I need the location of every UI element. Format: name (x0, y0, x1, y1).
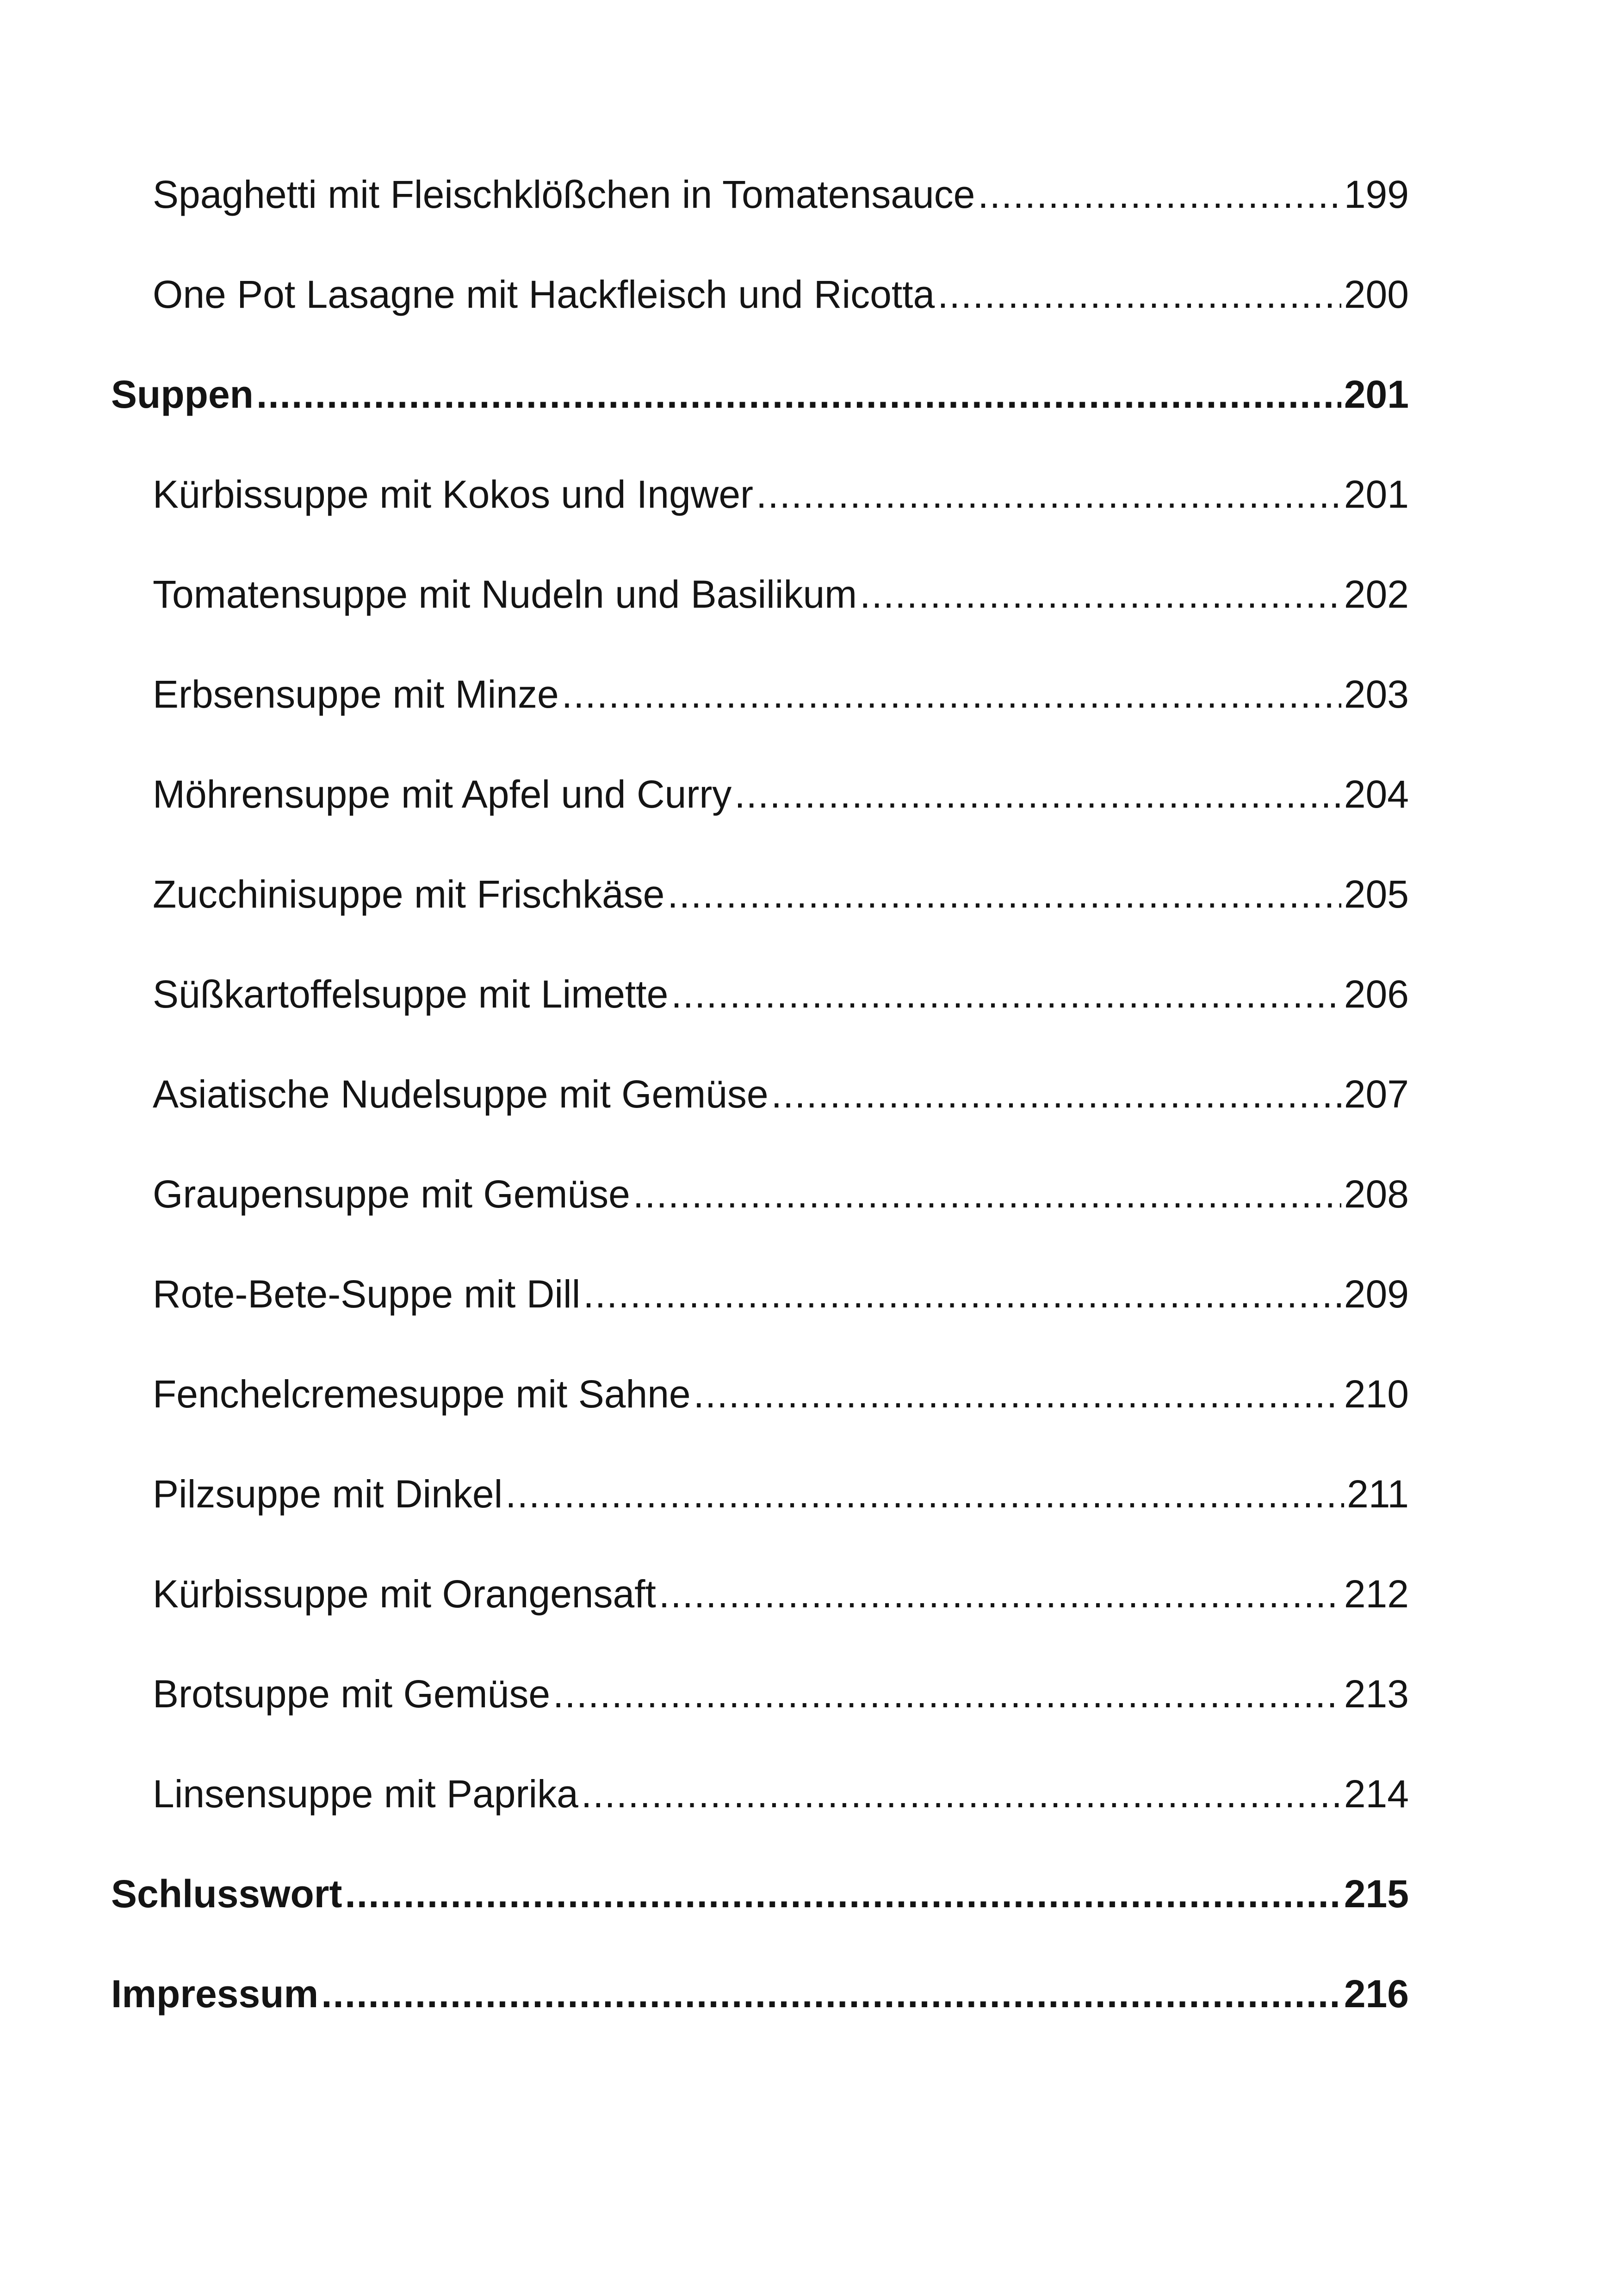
dot-leader (734, 766, 1341, 822)
toc-entry[interactable] (153, 1666, 1409, 1722)
toc-entry-title: One Pot Lasagne mit Hackfleisch und Ricotta (153, 273, 935, 316)
dot-leader (633, 1166, 1341, 1222)
toc-entry-title: Pilzsuppe mit Dinkel (153, 1472, 503, 1516)
toc-entry-page: 208 (1344, 1172, 1409, 1216)
toc-entry-page: 206 (1344, 972, 1409, 1016)
toc-entry-title: Rote-Bete-Suppe mit Dill (153, 1272, 581, 1316)
dot-leader (583, 1266, 1341, 1322)
toc-entry-page: 212 (1344, 1572, 1409, 1616)
toc-entry-title: Asiatische Nudelsuppe mit Gemüse (153, 1072, 769, 1116)
dot-leader (345, 1866, 1341, 1922)
toc-entry-page: 211 (1347, 1472, 1409, 1516)
toc-entry[interactable] (153, 666, 1409, 722)
toc-entry[interactable] (153, 1766, 1409, 1822)
dot-leader (694, 1366, 1341, 1422)
toc-entry-title: Spaghetti mit Fleischklößchen in Tomatensauce (153, 173, 975, 216)
toc-entry-title: Erbsensuppe mit Minze (153, 672, 559, 716)
dot-leader (667, 866, 1341, 922)
toc-entry-title: Süßkartoffelsuppe mit Limette (153, 972, 669, 1016)
toc-entry-title: Kürbissuppe mit Orangensaft (153, 1572, 656, 1616)
toc-entry[interactable] (153, 1366, 1409, 1422)
toc-entry-page: 209 (1344, 1272, 1409, 1316)
toc-entry-title: Tomatensuppe mit Nudeln und Basilikum (153, 572, 857, 616)
toc-entry-page: 210 (1344, 1372, 1409, 1416)
toc-chapter-title: Schlusswort (111, 1872, 342, 1916)
dot-leader (659, 1566, 1341, 1622)
toc-entry-title: Fenchelcremesuppe mit Sahne (153, 1372, 691, 1416)
toc-entry-page: 205 (1344, 872, 1409, 916)
toc-entry[interactable] (153, 1166, 1409, 1222)
toc-chapter-entry[interactable] (111, 1866, 1409, 1922)
toc-chapter-title: Impressum (111, 1972, 319, 2016)
toc-chapter-page: 216 (1344, 1972, 1409, 2016)
toc-chapter-page: 201 (1344, 373, 1409, 416)
toc-chapter-entry[interactable] (111, 367, 1409, 422)
toc-entry-page: 203 (1344, 672, 1409, 716)
dot-leader (771, 1066, 1341, 1122)
toc-entry-page: 201 (1344, 473, 1409, 516)
dot-leader (256, 367, 1341, 422)
toc-entry-title: Kürbissuppe mit Kokos und Ingwer (153, 473, 754, 516)
dot-leader (505, 1466, 1344, 1522)
toc-entry[interactable] (153, 1066, 1409, 1122)
toc-entry-title: Linsensuppe mit Paprika (153, 1772, 578, 1816)
toc-chapter-entry[interactable] (111, 1966, 1409, 2022)
toc-entry[interactable] (153, 766, 1409, 822)
toc-entry[interactable] (153, 866, 1409, 922)
dot-leader (860, 566, 1341, 622)
toc-entry-page: 207 (1344, 1072, 1409, 1116)
toc-entry[interactable] (153, 467, 1409, 522)
toc-entry[interactable] (153, 566, 1409, 622)
toc-entry-page: 202 (1344, 572, 1409, 616)
toc-entry-title: Zucchinisuppe mit Frischkäse (153, 872, 665, 916)
dot-leader (756, 467, 1341, 522)
toc-entry-page: 204 (1344, 772, 1409, 816)
toc-entry-page: 213 (1344, 1672, 1409, 1716)
toc-entry-page: 199 (1344, 173, 1409, 216)
toc-entry[interactable] (153, 167, 1409, 222)
dot-leader (553, 1666, 1341, 1722)
toc-entry-title: Graupensuppe mit Gemüse (153, 1172, 630, 1216)
dot-leader (671, 966, 1341, 1022)
toc-entry[interactable] (153, 1266, 1409, 1322)
toc-chapter-title: Suppen (111, 373, 254, 416)
toc-entry-title: Möhrensuppe mit Apfel und Curry (153, 772, 732, 816)
toc-entry-title: Brotsuppe mit Gemüse (153, 1672, 551, 1716)
toc-entry[interactable] (153, 1566, 1409, 1622)
toc-entry[interactable] (153, 267, 1409, 322)
toc-chapter-page: 215 (1344, 1872, 1409, 1916)
toc-entry-page: 200 (1344, 273, 1409, 316)
dot-leader (321, 1966, 1341, 2022)
toc-entry[interactable] (153, 1466, 1409, 1522)
dot-leader (562, 666, 1341, 722)
dot-leader (581, 1766, 1341, 1822)
toc-entry[interactable] (153, 966, 1409, 1022)
dot-leader (978, 167, 1341, 222)
dot-leader (937, 267, 1341, 322)
toc-entry-page: 214 (1344, 1772, 1409, 1816)
